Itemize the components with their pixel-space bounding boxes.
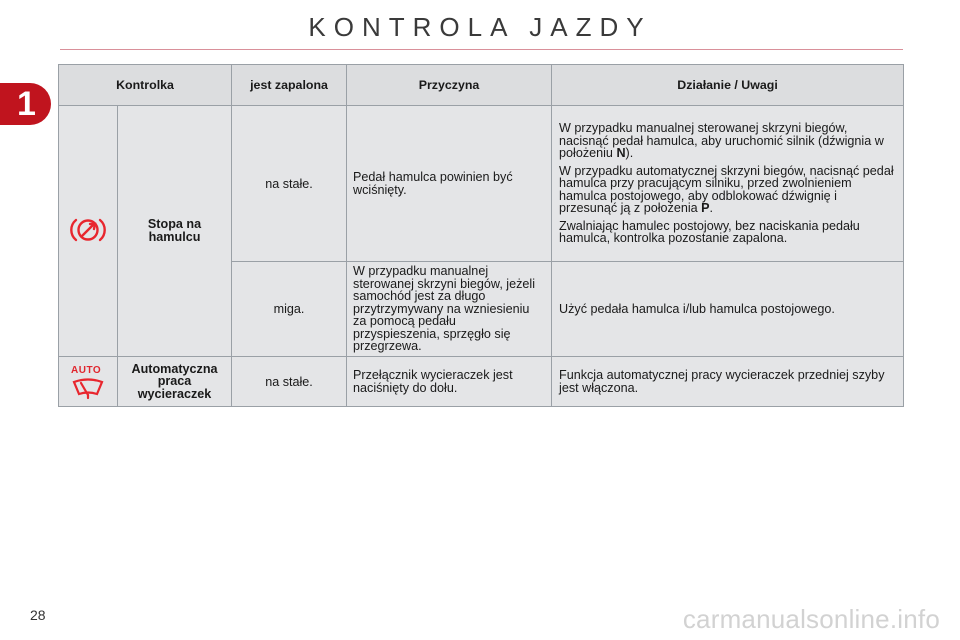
brake-action-paragraph: W przypadku automatycznej skrzyni biegów, nacisnąć pedał hamulca przy pracującym silniku, przed zwolnieniem hamulca postojowego, aby odblokować dźwignię i przesunąć ją z położenia P. [559,163,894,216]
brake-action-paragraph: W przypadku manualnej sterowanej skrzyni biegów, nacisnąć pedał hamulca, aby uruchomić silnik (dźwignia w położeniu N). [559,121,884,161]
chapter-tab: 1 [0,83,51,125]
table-header-row [59,65,904,106]
brake-light-name: Stopa na hamulcu [118,106,232,357]
wiper-state: na stałe. [232,357,347,407]
header-action: Działanie / Uwagi [552,65,904,106]
brake-action-paragraph: Zwalniając hamulec postojowy, bez naciskania pedału hamulca, kontrolka pozostanie zapalona. [559,218,860,246]
page-title: KONTROLA JAZDY [308,12,652,42]
wiper-cause: Przełącznik wycieraczek jest naciśnięty do dołu. [347,357,552,407]
brake-cause-blinking: W przypadku manualnej sterowanej skrzyni biegów, jeżeli samochód jest za długo przytrzymywany na wzniesieniu za pomocą pedału przyspieszenia, sprzęgło się przegrzewa. [347,262,552,357]
wiper-action: Funkcja automatycznej pracy wycieraczek przedniej szyby jest włączona. [552,357,904,407]
header-kontrolka: Kontrolka [59,65,232,106]
brake-pedal-icon [68,215,108,245]
warning-lights-table [58,64,904,407]
wiper-icon-cell [59,357,118,407]
brake-icon-cell [59,106,118,357]
table-row [59,357,904,407]
brake-action-blinking: Użyć pedała hamulca i/lub hamulca postojowego. [552,262,904,357]
header-cause: Przyczyna [347,65,552,106]
brake-state-steady: na stałe. [232,106,347,262]
wiper-light-name: Automatyczna praca wycieraczek [118,357,232,407]
page-number: 28 [30,607,46,623]
table-row [59,106,904,262]
brake-state-blinking: miga. [232,262,347,357]
auto-label: AUTO [71,364,102,376]
watermark: carmanualsonline.info [682,604,940,634]
header-state: jest zapalona [232,65,347,106]
brake-action-steady [552,106,904,262]
title-rule [60,49,903,50]
windscreen-wiper-icon [70,376,106,400]
brake-cause-steady: Pedał hamulca powinien być wciśnięty. [347,106,552,262]
